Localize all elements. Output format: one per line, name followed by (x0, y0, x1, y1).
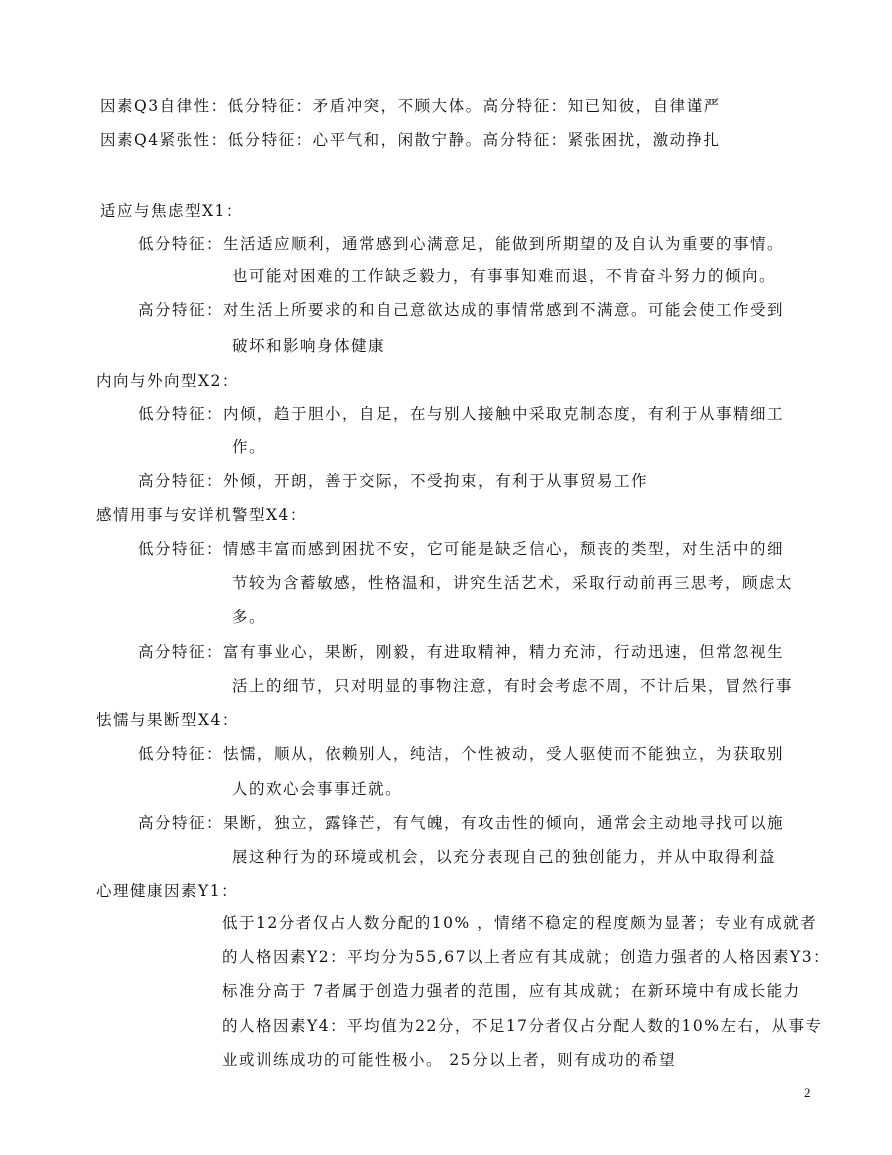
x2-high-line: 高分特征：外倾，开朗，善于交际，不受拘束，有利于从事贸易工作 (138, 472, 649, 490)
x1-high-line: 高分特征：对生活上所要求的和自己意欲达成的事情常感到不满意。可能会使工作受到 (138, 301, 785, 319)
x4-high-line: 高分特征：果断，独立，露锋芒，有气魄，有攻击性的倾向，通常会主动地寻找可以施 (138, 814, 785, 832)
page-number: 2 (804, 1085, 811, 1100)
x3-low-line: 节较为含蓄敏感，性格温和，讲究生活艺术，采取行动前再三思考，顾虑太 (232, 574, 794, 592)
x3-low-line: 多。 (232, 608, 267, 626)
y1-body-line: 低于12分者仅占人数分配的10% ，情绪不稳定的程度颇为显著；专业有成就者 (222, 914, 818, 932)
x3-high-line: 活上的细节，只对明显的事物注意，有时会考虑不周，不计后果，冒然行事 (232, 677, 794, 695)
y1-body-line: 标准分高于 7者属于创造力强者的范围，应有其成就；在新环境中有成长能力 (222, 982, 801, 1000)
x4-low-line: 低分特征：怯懦，顺从，依赖别人，纯洁，个性被动，受人驱使而不能独立，为获取别 (138, 745, 785, 763)
y1-body-line: 业或训练成功的可能性极小。 25分以上者，则有成功的希望 (222, 1051, 677, 1069)
x1-low-line: 低分特征：生活适应顺利，通常感到心满意足，能做到所期望的及自认为重要的事情。 (138, 235, 785, 253)
x3-low-line: 低分特征：情感丰富而感到困扰不安，它可能是缺乏信心，颓丧的类型，对生活中的细 (138, 540, 785, 558)
x2-low-line: 低分特征：内倾，趋于胆小，自足，在与别人接触中采取克制态度，有利于从事精细工 (138, 405, 785, 423)
x1-high-line: 破坏和影响身体健康 (232, 337, 386, 355)
x4-low-line: 人的欢心会事事迁就。 (232, 780, 403, 798)
factor-q3: 因素Q3自律性：低分特征：矛盾冲突，不顾大体。高分特征：知已知彼，自律谨严 (100, 97, 721, 115)
x4-high-line: 展这种行为的环境或机会，以充分表现自己的独创能力，并从中取得利益 (232, 848, 777, 866)
section-heading-x2: 内向与外向型X2： (96, 372, 239, 390)
y1-body-line: 的人格因素Y4：平均值为22分，不足17分者仅占分配人数的10%左右，从事专 (222, 1017, 823, 1035)
section-heading-x1: 适应与焦虑型X1： (100, 202, 243, 220)
section-heading-x3: 感情用事与安详机警型X4： (96, 506, 307, 524)
factor-q4: 因素Q4紧张性：低分特征：心平气和，闲散宁静。高分特征：紧张困扰，激动挣扎 (100, 131, 721, 149)
x1-low-line: 也可能对困难的工作缺乏毅力，有事事知难而退，不肯奋斗努力的倾向。 (232, 267, 777, 285)
section-heading-y1: 心理健康因素Y1： (96, 882, 239, 900)
x3-high-line: 高分特征：富有事业心，果断，刚毅，有进取精神，精力充沛，行动迅速，但常忽视生 (138, 643, 785, 661)
section-heading-x4: 怯懦与果断型X4： (96, 711, 239, 729)
y1-body-line: 的人格因素Y2：平均分为55,67以上者应有其成就；创造力强者的人格因素Y3： (222, 948, 831, 966)
x2-low-line: 作。 (232, 438, 267, 456)
